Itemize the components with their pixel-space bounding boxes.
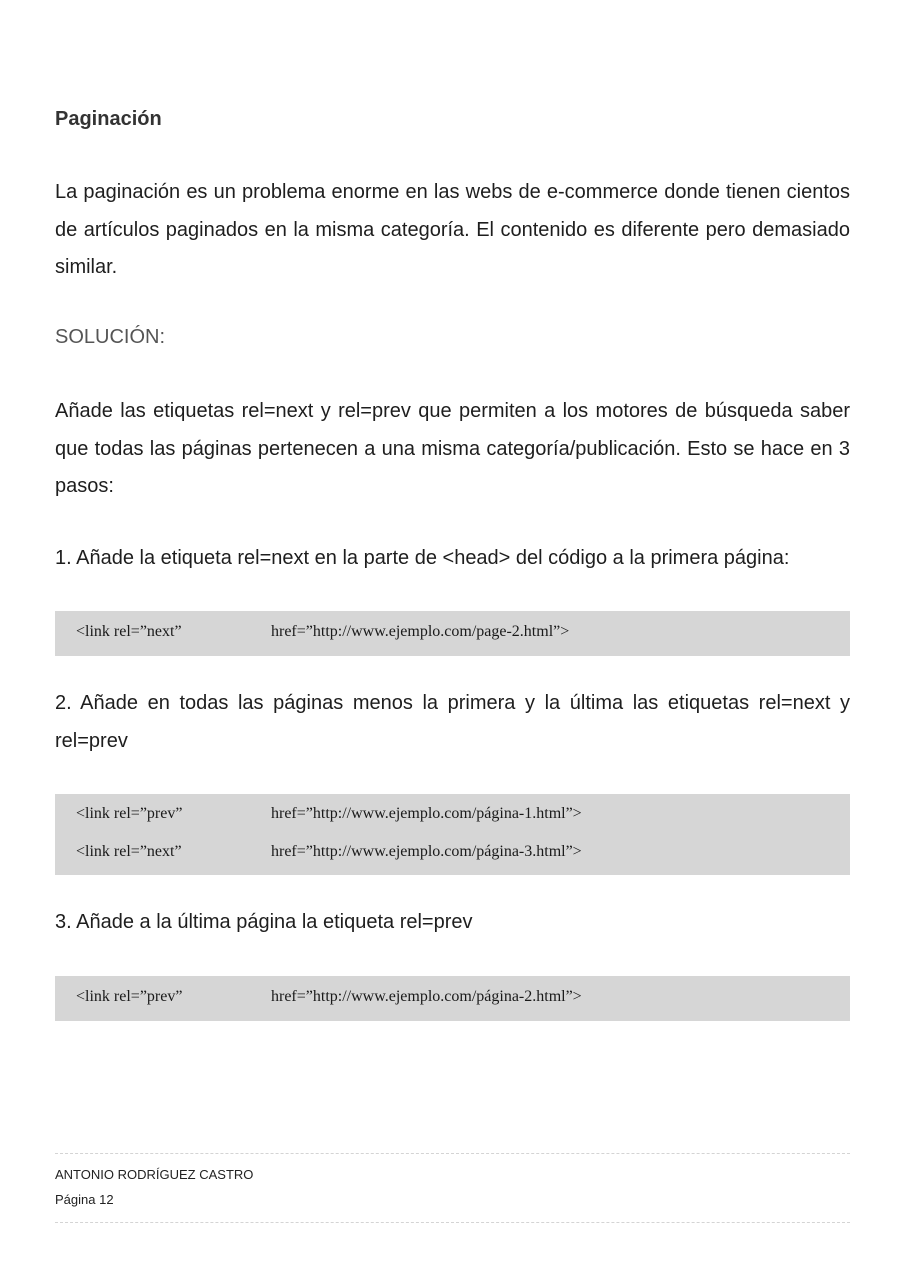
code-tag: <link rel=”next” [76,843,182,860]
document-page [55,0,850,1280]
footer-page-number: Página 12 [55,1192,114,1207]
footer-author: ANTONIO RODRÍGUEZ CASTRO [55,1167,254,1182]
intro-paragraph: La paginación es un problema enorme en las webs de e-commerce donde tienen cientos de artículos paginados en la misma categoría. El contenido es diferente pero demasiado similar. [55,181,850,278]
code-href: href=”http://www.ejemplo.com/página-1.html”> [271,805,582,822]
code-href: href=”http://www.ejemplo.com/página-2.html”> [271,988,582,1005]
code-tag: <link rel=”prev” [76,988,183,1005]
section-heading: Paginación [55,108,162,130]
code-line [55,986,850,1008]
code-tag: <link rel=”next” [76,623,182,640]
code-block-1 [55,611,850,656]
code-href: href=”http://www.ejemplo.com/página-3.html”> [271,843,582,860]
code-line [55,841,850,863]
code-block-2 [55,794,850,875]
footer-divider-top [55,1153,850,1154]
code-href: href=”http://www.ejemplo.com/page-2.html”> [271,623,570,640]
code-line [55,621,850,643]
code-block-3 [55,976,850,1021]
footer-divider-bottom [55,1222,850,1223]
solution-label: SOLUCIÓN: [55,326,166,348]
step-1-text: 1. Añade la etiqueta rel=next en la parte de <head> del código a la primera página: [55,547,790,569]
step-3-text: 3. Añade a la última página la etiqueta rel=prev [55,911,473,933]
solution-paragraph: Añade las etiquetas rel=next y rel=prev que permiten a los motores de búsqueda saber que todas las páginas pertenecen a una misma categoría/publicación. Esto se hace en 3 pasos: [55,400,850,497]
code-tag: <link rel=”prev” [76,805,183,822]
code-line [55,803,850,825]
step-2-text: 2. Añade en todas las páginas menos la primera y la última las etiquetas rel=next y rel=prev [55,692,850,752]
